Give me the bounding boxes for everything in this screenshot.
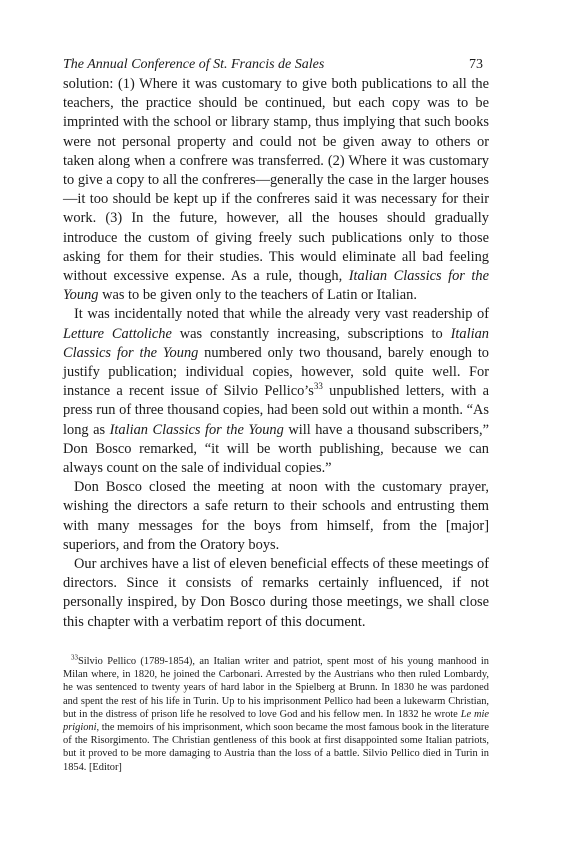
book-title: Italian Classics for the Young xyxy=(109,421,284,438)
footnote-marker: 33 xyxy=(313,381,323,392)
text-run: numbered only two thousand, barely enough to justify publication; individual copies, however, sold quite well. For instance a recent issue of Silvio Pellico’s xyxy=(63,344,490,400)
text-run: will have a thousand subscribers,” Don Bosco remarked, “it will be worth publishing, because we can always count on the sale of individual copies.” xyxy=(63,421,489,477)
book-title: Italian Classics for the Young xyxy=(63,268,489,304)
footnote-number: 33 xyxy=(71,653,78,662)
page xyxy=(63,56,489,632)
body-text xyxy=(63,75,489,632)
running-head xyxy=(63,56,489,74)
body-paragraph xyxy=(63,75,489,305)
footnote-text: , the memoirs of his imprisonment, which soon became the most famous book in the literature of the Risorgimento. The Christian gentleness of this book at first disappointed some Italian patriots, but it proved to be more damaging to Austria than the loss of a battle. Silvio Pellico died in Turin in 1854. [Editor] xyxy=(63,722,489,773)
text-run: was to be given only to the teachers of Latin or Italian. xyxy=(98,287,417,304)
book-title: Le mie prigioni xyxy=(63,708,489,734)
body-paragraph xyxy=(63,305,489,478)
body-paragraph xyxy=(63,555,489,632)
text-run: Our archives have a list of eleven beneficial effects of these meetings of directors. Since it consists of remarks certainly influenced, if not personally inspired, by Don Bosco during those meetings, we shall close this chapter with a verbatim report of this document. xyxy=(63,556,489,630)
text-run: Don Bosco closed the meeting at noon with the customary prayer, wishing the directors a safe return to their schools and entrusting them with many messages for the boys from himself, from the [major] superiors, and from the Oratory boys. xyxy=(63,479,489,553)
footnote-text: Silvio Pellico (1789-1854), an Italian writer and patriot, spent most of his young manhood in Milan where, in 1820, he joined the Carbonari. Arrested by the Austrians who then ruled Lombardy, he was sentenced to twenty years of hard labor in the Spielberg at Brunn. In 1830 he was pardoned and spent the rest of his life in Turin. Up to his imprisonment Pellico had been a lukewarm Christian, but in the distress of prison life he resolved to love God and his fellow men. In 1832 he wrote xyxy=(63,656,489,720)
footnote-paragraph xyxy=(63,655,489,774)
book-title: Letture Cattoliche xyxy=(63,325,172,342)
text-run: unpublished letters, with a press run of three thousand copies, had been sold out within a month. “As long as xyxy=(63,383,489,438)
page-number: 73 xyxy=(469,57,483,72)
book-title: Italian Classics for the Young xyxy=(63,325,489,361)
running-title: The Annual Conference of St. Francis de Sales xyxy=(63,57,325,72)
footnote xyxy=(63,655,489,774)
text-run: It was incidentally noted that while the already very vast readership of xyxy=(74,306,489,323)
text-run: was constantly increasing, subscriptions to xyxy=(171,325,451,342)
text-run: solution: (1) Where it was customary to give both publications to all the teachers, the practice should be continued, but each copy was to be imprinted with the school or library stamp, thus implying that such books were not personal property and could not be given away to others or taken along when a confrere was transferred. (2) Where it was customary to give a copy to all the confreres—generally the case in the larger houses—it too should be kept up if the confreres said it was necessary for their work. (3) In the future, however, all the houses should gradually introduce the custom of giving freely such publications only to those asking for them for their studies. This would eliminate all bad feeling without excessive expense. As a rule, though, xyxy=(63,76,489,285)
body-paragraph xyxy=(63,478,489,555)
